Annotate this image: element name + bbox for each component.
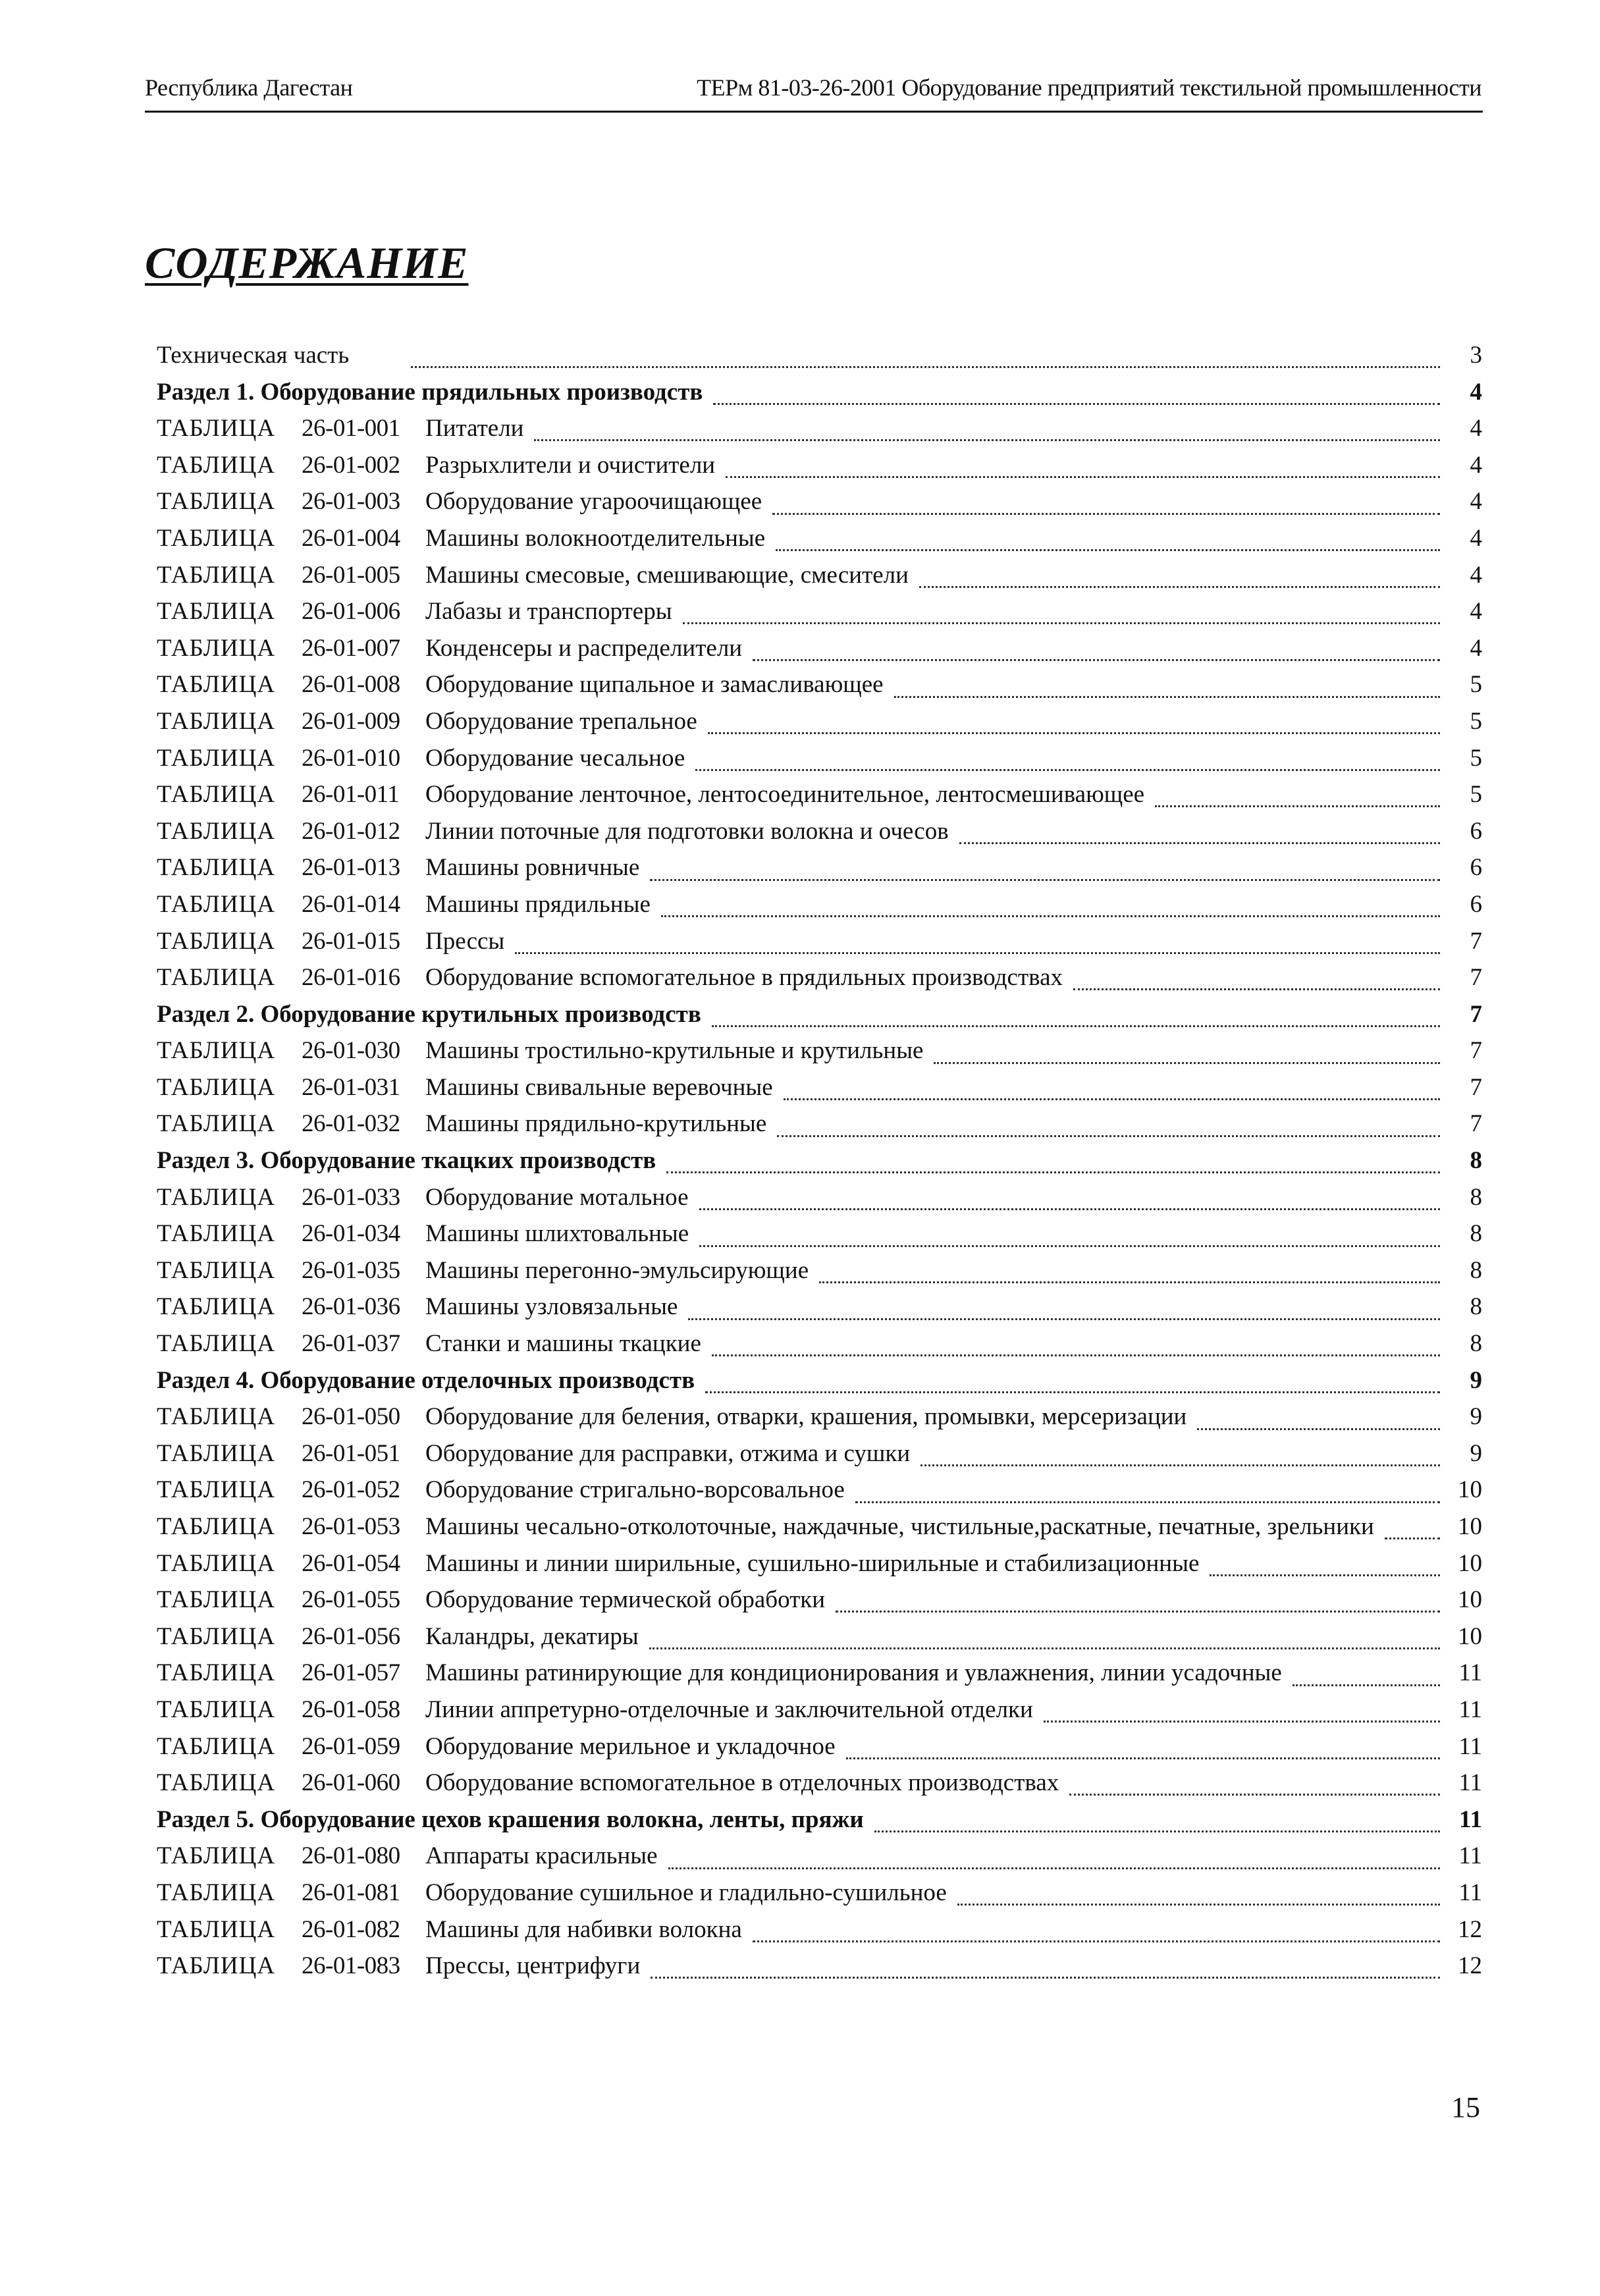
toc-table-row [157, 853, 1482, 890]
toc-page-number: 4 [1470, 451, 1482, 479]
toc-table-label: ТАБЛИЦА [157, 1330, 276, 1358]
toc-page-number: 4 [1470, 634, 1482, 662]
toc-page-number: 7 [1470, 927, 1482, 955]
toc-table-label: ТАБЛИЦА [157, 488, 276, 516]
toc-entry-title: Питатели [425, 415, 524, 442]
toc-table-row [157, 1695, 1482, 1732]
toc-entry-title: Прессы, центрифуги [425, 1952, 641, 1980]
toc-table-label: ТАБЛИЦА [157, 1403, 276, 1431]
toc-dot-leader [688, 1318, 1440, 1320]
toc-table-code: 26-01-016 [302, 964, 400, 992]
toc-table-code: 26-01-037 [302, 1330, 400, 1358]
toc-table-row [157, 1293, 1482, 1329]
toc-table-row [157, 670, 1482, 707]
toc-page-number: 9 [1470, 1366, 1482, 1394]
toc-dot-leader [708, 732, 1440, 734]
toc-table-label: ТАБЛИЦА [157, 1952, 276, 1980]
toc-table-label: ТАБЛИЦА [157, 1037, 276, 1065]
toc-table-code: 26-01-004 [302, 524, 400, 552]
toc-entry-title: Оборудование чесальное [425, 744, 685, 772]
toc-table-row [157, 1219, 1482, 1256]
toc-table-label: ТАБЛИЦА [157, 1110, 276, 1138]
toc-entry-title: Оборудование вспомогательное в отделочных производствах [425, 1769, 1059, 1797]
toc-table-row [157, 1842, 1482, 1879]
toc-entry-title: Машины ровничные [425, 854, 640, 882]
toc-entry-title: Разрыхлители и очистители [425, 451, 716, 479]
toc-entry-title: Раздел 2. Оборудование крутильных производств [157, 1000, 701, 1028]
toc-table-row [157, 1073, 1482, 1110]
toc-table-row [157, 927, 1482, 964]
toc-table-label: ТАБЛИЦА [157, 1549, 276, 1577]
toc-table-code: 26-01-052 [302, 1476, 400, 1504]
toc-entry-title: Раздел 3. Оборудование ткацких производств [157, 1147, 656, 1175]
toc-table-label: ТАБЛИЦА [157, 1586, 276, 1614]
toc-table-code: 26-01-007 [302, 634, 400, 662]
toc-table-code: 26-01-058 [302, 1695, 400, 1723]
toc-table-code: 26-01-060 [302, 1769, 400, 1797]
toc-entry-title: Оборудование сушильное и гладильно-сушильное [425, 1879, 947, 1906]
toc-entry-title: Машины шлихтовальные [425, 1220, 689, 1248]
toc-table-row [157, 1329, 1482, 1366]
toc-table-code: 26-01-059 [302, 1732, 400, 1760]
toc-page-number: 9 [1470, 1439, 1482, 1467]
toc-table-row [157, 1036, 1482, 1073]
toc-table-row [157, 451, 1482, 488]
toc-dot-leader [699, 1208, 1440, 1210]
toc-page-number: 5 [1470, 781, 1482, 809]
toc-table-code: 26-01-033 [302, 1183, 400, 1211]
toc-entry-title: Машины чесально-отколоточные, наждачные, чистильные,раскатные, печатные, зрельники [425, 1513, 1374, 1540]
toc-entry-title: Оборудование трепальное [425, 707, 697, 735]
toc-table-label: ТАБЛИЦА [157, 1879, 276, 1906]
toc-dot-leader [784, 1098, 1440, 1100]
toc-table-row [157, 1659, 1482, 1695]
toc-entry-title: Машины перегонно-эмульсирующие [425, 1256, 809, 1284]
toc-entry-title: Машины волокноотделительные [425, 524, 766, 552]
toc-table-row [157, 1879, 1482, 1915]
toc-table-row [157, 707, 1482, 744]
toc-table-code: 26-01-013 [302, 854, 400, 882]
toc-dot-leader [695, 769, 1440, 771]
toc-dot-leader [1069, 1794, 1440, 1796]
toc-section-row [157, 1366, 1482, 1403]
toc-entry-title: Оборудование для расправки, отжима и сушки [425, 1439, 911, 1467]
toc-table-row [157, 1476, 1482, 1512]
toc-entry-title: Раздел 4. Оборудование отделочных производств [157, 1366, 695, 1394]
toc-dot-leader [874, 1830, 1440, 1832]
toc-table-code: 26-01-055 [302, 1586, 400, 1614]
toc-table-row [157, 817, 1482, 854]
toc-dot-leader [846, 1757, 1440, 1759]
toc-table-code: 26-01-083 [302, 1952, 400, 1980]
toc-dot-leader [855, 1501, 1440, 1503]
toc-table-code: 26-01-031 [302, 1073, 400, 1101]
toc-page-number: 9 [1470, 1403, 1482, 1431]
toc-page-number: 8 [1470, 1293, 1482, 1321]
toc-table-label: ТАБЛИЦА [157, 707, 276, 735]
header-rule [145, 111, 1483, 113]
toc-dot-leader [726, 476, 1440, 478]
toc-page-number: 7 [1470, 1073, 1482, 1101]
toc-dot-leader [957, 1904, 1440, 1906]
toc-page-number: 11 [1458, 1769, 1482, 1797]
toc-entry-title: Станки и машины ткацкие [425, 1330, 701, 1358]
toc-table-label: ТАБЛИЦА [157, 854, 276, 882]
toc-page-number: 11 [1458, 1695, 1482, 1723]
toc-page-number: 12 [1458, 1952, 1482, 1980]
toc-dot-leader [1155, 805, 1440, 807]
toc-dot-leader [772, 513, 1440, 515]
toc-table-row [157, 890, 1482, 927]
toc-table-row [157, 1183, 1482, 1220]
header-region: Республика Дагестан [145, 74, 353, 101]
toc-page-number: 8 [1470, 1256, 1482, 1284]
toc-table-row [157, 1512, 1482, 1549]
toc-entry-title: Машины свивальные веревочные [425, 1073, 773, 1101]
toc-dot-leader [661, 915, 1440, 917]
toc-table-label: ТАБЛИЦА [157, 524, 276, 552]
toc-table-code: 26-01-056 [302, 1622, 400, 1650]
toc-dot-leader [651, 1977, 1440, 1979]
toc-dot-leader [699, 1245, 1440, 1247]
toc-table-label: ТАБЛИЦА [157, 561, 276, 589]
toc-dot-leader [649, 1647, 1440, 1649]
toc-entry-title: Оборудование ленточное, лентосоединительное, лентосмешивающее [425, 781, 1145, 809]
toc-dot-leader [713, 403, 1440, 405]
toc-entry-title: Оборудование термической обработки [425, 1586, 826, 1614]
toc-dot-leader [411, 366, 1440, 368]
toc-table-code: 26-01-003 [302, 488, 400, 516]
toc-table-row [157, 744, 1482, 781]
toc-table-code: 26-01-030 [302, 1037, 400, 1065]
toc-table-row [157, 1586, 1482, 1622]
toc-page-number: 5 [1470, 671, 1482, 699]
toc-dot-leader [776, 549, 1440, 551]
toc-dot-leader [1210, 1574, 1440, 1576]
toc-table-code: 26-01-036 [302, 1293, 400, 1321]
toc-table-row [157, 487, 1482, 524]
toc-page-number: 11 [1458, 1879, 1482, 1906]
toc-table-label: ТАБЛИЦА [157, 817, 276, 845]
toc-table-row [157, 634, 1482, 671]
toc-table-row [157, 1769, 1482, 1805]
toc-page-number: 4 [1470, 378, 1482, 406]
toc-dot-leader [777, 1135, 1440, 1137]
toc-table-code: 26-01-001 [302, 415, 400, 442]
toc-table-row [157, 561, 1482, 598]
toc-entry-title: Машины ратинирующие для кондиционирования и увлажнения, линии усадочные [425, 1659, 1282, 1687]
toc-dot-leader [1197, 1428, 1440, 1430]
toc-entry-title: Техническая часть [157, 342, 350, 369]
toc-table-label: ТАБЛИЦА [157, 1659, 276, 1687]
toc-table-row [157, 963, 1482, 1000]
toc-table-label: ТАБЛИЦА [157, 781, 276, 809]
toc-table-label: ТАБЛИЦА [157, 890, 276, 918]
toc-entry-title: Машины узловязальные [425, 1293, 678, 1321]
toc-entry-title: Раздел 1. Оборудование прядильных производств [157, 378, 703, 406]
toc-entry-title: Оборудование мерильное и укладочное [425, 1732, 836, 1760]
toc-dot-leader [1385, 1537, 1440, 1539]
toc-table-code: 26-01-051 [302, 1439, 400, 1467]
toc-table-label: ТАБЛИЦА [157, 634, 276, 662]
toc-table-row [157, 1952, 1482, 1989]
toc-table-label: ТАБЛИЦА [157, 1220, 276, 1248]
toc-page-number: 8 [1470, 1220, 1482, 1248]
toc-page-number: 12 [1458, 1915, 1482, 1943]
toc-entry-title: Машины и линии ширильные, сушильно-ширильные и стабилизационные [425, 1549, 1200, 1577]
toc-dot-leader [836, 1611, 1440, 1613]
toc-table-code: 26-01-005 [302, 561, 400, 589]
toc-dot-leader [819, 1281, 1440, 1283]
toc-page-number: 4 [1470, 561, 1482, 589]
toc-dot-leader [753, 659, 1440, 661]
toc-table-row [157, 1439, 1482, 1476]
toc-page-number: 7 [1470, 1000, 1482, 1028]
toc-table-label: ТАБЛИЦА [157, 1622, 276, 1650]
toc-row [157, 341, 1482, 378]
toc-table-label: ТАБЛИЦА [157, 1695, 276, 1723]
toc-table-row [157, 414, 1482, 451]
toc-entry-title: Машины прядильные [425, 890, 651, 918]
toc-table-label: ТАБЛИЦА [157, 1915, 276, 1943]
running-header [145, 74, 1481, 101]
toc-dot-leader [668, 1867, 1440, 1869]
toc-dot-leader [934, 1062, 1440, 1064]
toc-table-row [157, 1549, 1482, 1586]
toc-entry-title: Прессы [425, 927, 505, 955]
toc-table-row [157, 1109, 1482, 1146]
toc-page-number: 10 [1458, 1549, 1482, 1577]
toc-dot-leader [959, 842, 1440, 844]
toc-table-row [157, 1622, 1482, 1659]
toc-table-code: 26-01-015 [302, 927, 400, 955]
toc-dot-leader [1293, 1684, 1440, 1686]
toc-table-code: 26-01-035 [302, 1256, 400, 1284]
toc-page-number: 3 [1470, 342, 1482, 369]
toc-table-label: ТАБЛИЦА [157, 1256, 276, 1284]
toc-table-code: 26-01-057 [302, 1659, 400, 1687]
toc-dot-leader [1073, 988, 1440, 990]
toc-table-code: 26-01-011 [302, 781, 400, 809]
toc-table-code: 26-01-002 [302, 451, 400, 479]
toc-page-number: 5 [1470, 707, 1482, 735]
toc-table-label: ТАБЛИЦА [157, 1513, 276, 1540]
toc-table-label: ТАБЛИЦА [157, 1293, 276, 1321]
header-document-code: ТЕРм 81-03-26-2001 Оборудование предприятий текстильной промышленности [697, 74, 1481, 101]
toc-entry-title: Машины смесовые, смешивающие, смесители [425, 561, 909, 589]
toc-table-row [157, 1256, 1482, 1293]
toc-page-number: 11 [1458, 1659, 1482, 1687]
toc-page-number: 7 [1470, 964, 1482, 992]
toc-table-label: ТАБЛИЦА [157, 1073, 276, 1101]
toc-table-row [157, 780, 1482, 817]
toc-table-row [157, 597, 1482, 634]
toc-table-label: ТАБЛИЦА [157, 671, 276, 699]
toc-table-code: 26-01-012 [302, 817, 400, 845]
toc-dot-leader [712, 1354, 1440, 1356]
toc-entry-title: Оборудование угароочищающее [425, 488, 762, 516]
toc-page-number: 6 [1470, 890, 1482, 918]
toc-entry-title: Лабазы и транспортеры [425, 598, 672, 626]
toc-section-row [157, 1805, 1482, 1842]
page-number: 15 [1451, 2091, 1480, 2123]
toc-table-label: ТАБЛИЦА [157, 1439, 276, 1467]
toc-page-number: 8 [1470, 1147, 1482, 1175]
toc-page-number: 10 [1458, 1476, 1482, 1504]
toc-table-label: ТАБЛИЦА [157, 1842, 276, 1870]
toc-table-label: ТАБЛИЦА [157, 927, 276, 955]
toc-table-row [157, 524, 1482, 561]
toc-section-row [157, 1000, 1482, 1037]
toc-table-row [157, 1732, 1482, 1769]
toc-table-label: ТАБЛИЦА [157, 598, 276, 626]
toc-dot-leader [705, 1391, 1440, 1393]
table-of-contents [157, 341, 1482, 1989]
toc-dot-leader [666, 1171, 1440, 1173]
toc-table-code: 26-01-054 [302, 1549, 400, 1577]
toc-table-code: 26-01-050 [302, 1403, 400, 1431]
toc-dot-leader [515, 952, 1440, 954]
toc-dot-leader [919, 586, 1440, 588]
toc-page-number: 4 [1470, 415, 1482, 442]
toc-page-number: 11 [1458, 1842, 1482, 1870]
toc-page-number: 4 [1470, 488, 1482, 516]
toc-table-code: 26-01-032 [302, 1110, 400, 1138]
toc-dot-leader [683, 622, 1440, 624]
toc-table-row [157, 1915, 1482, 1952]
toc-dot-leader [712, 1025, 1440, 1027]
toc-page-number: 10 [1458, 1513, 1482, 1540]
toc-entry-title: Каландры, декатиры [425, 1622, 639, 1650]
toc-section-row [157, 378, 1482, 415]
page-title: СОДЕРЖАНИЕ [145, 238, 469, 288]
toc-page-number: 11 [1458, 1732, 1482, 1760]
toc-table-code: 26-01-006 [302, 598, 400, 626]
toc-table-code: 26-01-008 [302, 671, 400, 699]
toc-table-code: 26-01-009 [302, 707, 400, 735]
toc-page-number: 4 [1470, 598, 1482, 626]
toc-table-code: 26-01-053 [302, 1513, 400, 1540]
toc-entry-title: Оборудование щипальное и замасливающее [425, 671, 884, 699]
toc-table-label: ТАБЛИЦА [157, 964, 276, 992]
toc-entry-title: Машины прядильно-крутильные [425, 1110, 767, 1138]
toc-page-number: 10 [1458, 1622, 1482, 1650]
toc-entry-title: Оборудование мотальное [425, 1183, 689, 1211]
toc-table-row [157, 1402, 1482, 1439]
toc-section-row [157, 1146, 1482, 1183]
toc-entry-title: Оборудование стригально-ворсовальное [425, 1476, 845, 1504]
toc-dot-leader [894, 696, 1440, 698]
toc-table-code: 26-01-082 [302, 1915, 400, 1943]
toc-entry-title: Машины для набивки волокна [425, 1915, 742, 1943]
toc-table-label: ТАБЛИЦА [157, 1183, 276, 1211]
toc-page-number: 7 [1470, 1037, 1482, 1065]
toc-entry-title: Оборудование для беления, отварки, крашения, промывки, мерсеризации [425, 1403, 1187, 1431]
toc-dot-leader [753, 1940, 1440, 1942]
toc-table-code: 26-01-080 [302, 1842, 400, 1870]
toc-table-label: ТАБЛИЦА [157, 1476, 276, 1504]
toc-dot-leader [534, 439, 1440, 441]
toc-entry-title: Линии аппретурно-отделочные и заключительной отделки [425, 1695, 1033, 1723]
toc-table-label: ТАБЛИЦА [157, 415, 276, 442]
toc-page-number: 8 [1470, 1330, 1482, 1358]
toc-page-number: 10 [1458, 1586, 1482, 1614]
toc-page-number: 7 [1470, 1110, 1482, 1138]
toc-page-number: 6 [1470, 817, 1482, 845]
toc-entry-title: Машины тростильно-крутильные и крутильные [425, 1037, 924, 1065]
toc-table-code: 26-01-014 [302, 890, 400, 918]
toc-dot-leader [1044, 1721, 1440, 1722]
toc-table-code: 26-01-081 [302, 1879, 400, 1906]
toc-entry-title: Конденсеры и распределители [425, 634, 743, 662]
toc-page-number: 6 [1470, 854, 1482, 882]
toc-entry-title: Линии поточные для подготовки волокна и очесов [425, 817, 949, 845]
toc-entry-title: Аппараты красильные [425, 1842, 658, 1870]
toc-page-number: 11 [1459, 1805, 1482, 1833]
toc-page-number: 4 [1470, 524, 1482, 552]
toc-dot-leader [920, 1464, 1440, 1466]
toc-page-number: 8 [1470, 1183, 1482, 1211]
toc-table-label: ТАБЛИЦА [157, 451, 276, 479]
toc-table-code: 26-01-010 [302, 744, 400, 772]
toc-table-label: ТАБЛИЦА [157, 744, 276, 772]
toc-dot-leader [650, 879, 1440, 881]
toc-table-label: ТАБЛИЦА [157, 1769, 276, 1797]
toc-table-code: 26-01-034 [302, 1220, 400, 1248]
toc-entry-title: Раздел 5. Оборудование цехов крашения волокна, ленты, пряжи [157, 1805, 864, 1833]
toc-entry-title: Оборудование вспомогательное в прядильных производствах [425, 964, 1063, 992]
toc-page-number: 5 [1470, 744, 1482, 772]
toc-table-label: ТАБЛИЦА [157, 1732, 276, 1760]
